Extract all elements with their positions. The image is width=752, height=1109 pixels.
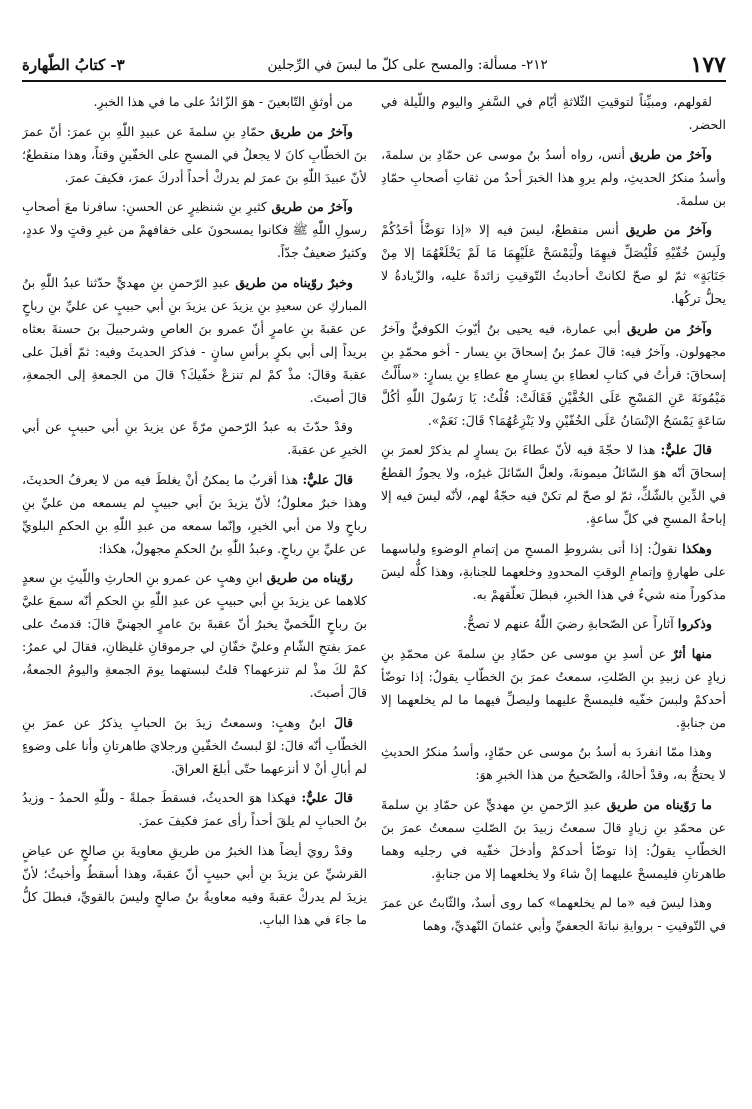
paragraph-lead: وآخرُ من طريق [625, 222, 712, 237]
paragraph [381, 218, 726, 310]
paragraph-lead: وآخرُ من طريق [271, 199, 353, 214]
paragraph-text: ابنُ وهبٍ: وسمعتُ زيدَ بنَ الحبابِ يذكرُ عن عمرَ بنِ الخطّابِ أنّه قالَ: لوْ لبستُ الخفّينِ ورجلايَ طاهرتانِ وأنا على وضوءٍ لم أبالِ أنْ لا أنزعهما حتّى أبلغَ العراقَ. [22, 714, 367, 776]
paragraph-text: كثيرِ بنِ شنظيرٍ عن الحسنِ: سافرنا معَ أصحابِ رسولِ اللّٰهِ ﷺ فكانوا يمسحونَ على خفافهمْ من غيرِ وقتٍ ولا عددٍ، وكثيرٌ ضعيفٌ جدّاً. [22, 199, 367, 260]
paragraph [381, 793, 726, 885]
paragraph-text: ابنِ وهبٍ عن عمرو بنِ الحارثِ واللّيثِ بنِ سعدٍ كلاهما عن يزيدَ بنِ أبي حبيبٍ عن عبدِ اللّٰهِ بنِ الحكمِ أنّه سمعَ عليَّ بنَ رباحٍ اللّخميَّ يخبرُ أنّ عقبةَ بنَ عامرٍ الجهنيَّ قالَ: قدمتُ على عمرَ بفتحِ الشّامِ وعليَّ خفّانِ لي جرموقانِ غليظانِ، فقالَ لي عمرُ: كمْ لكَ مذْ لم تنزعهما؟ قلتُ لبستهما يومَ الجمعةِ واليومُ الجمعةُ، قالَ أصبتَ. [22, 570, 367, 700]
paragraph-text: وهذا ممّا انفردَ به أسدُ بنُ موسى عن حمّادٍ، وأسدُ منكرُ الحديثِ لا يحتجُّ به، وقدْ أحالهُ، والصّحيحُ من هذا الخبرِ هوَ: [381, 744, 726, 782]
paragraph-text: حمّادِ بنِ سلمةَ عن عبيدِ اللّٰهِ بنِ عمرَ: أنّ عمرَ بنَ الخطّابِ كانَ لا يجعلُ في المسحِ على الخفّينِ وقتاً، وهذا منقطعٌ؛ لأنّ عبيدَ اللّٰهِ بنَ عمرَ لم يدركْ أحداً أدركَ عمرَ، فكيفَ عمرَ. [22, 123, 367, 185]
paragraph [381, 143, 726, 212]
paragraph-lead: ما رَوّيناه من طريق [606, 796, 712, 812]
page-header [22, 50, 726, 82]
paragraph-lead: قالَ عليٌّ: [660, 442, 712, 457]
paragraph-lead: منها أثرٌ [671, 645, 712, 661]
paragraph-lead: روّيناه من طريق [266, 570, 353, 585]
paragraph-text: أنس منقطعٌ، ليسَ فيه إلا «إذا توَضَّأَ أحَدُكُمْ ولَبِسَ خُفّيْهِ فَلْيُصَلِّ فيهِمَا ولْيَمْسَحْ عَلَيْهِمَا مَا لَمْ يَخْلَعْهُمَا إلا مِنْ جَنَابَةٍ» ثمّ لو صحّ لكانتْ أحاديثُ التّوقيتِ زائدةً عليه، والزّيادةُ لا يحلُّ تركُها. [381, 222, 726, 306]
paragraph-lead: وآخرُ من طريق [270, 123, 353, 139]
paragraph-text: هذا أقربُ ما يمكنُ أنْ يغلطَ فيه من لا يعرفُ الحديثَ، وهذا خبرٌ معلولٌ؛ لأنّ يزيدَ بنَ أبي حبيبٍ لم يسمعه من عليِّ بنِ رباحٍ ولا من أبي الخيرِ، وإنّما سمعه من عبدِ اللّٰهِ بنِ الحكمِ البلويِّ عن عليِّ بنِ رباحٍ. وعبدُ اللّٰهِ بنُ الحكمِ مجهولٌ، هكذا: [22, 471, 367, 556]
paragraph [22, 120, 367, 189]
paragraph [22, 271, 367, 409]
paragraph [381, 612, 726, 635]
paragraph-text: عبدِ الرّحمنِ بنِ مهديٍّ عن حمّادِ بنِ سلمةَ عن محمّدِ بنِ زيادٍ قالَ سمعتُ زبيدَ بنَ الصّلتِ سمعتُ عمرَ بنَ الخطّابِ يقولُ: إذا توضّأ أحدكمْ وأدخلَ خفّيه في رجليه وهما طاهرتانِ فليمسحْ عليهما إنْ شاءَ ولا يخلعهما إلا من جنابةٍ. [381, 796, 726, 881]
paragraph-text: أبي عمارة، فيه يحيى بنُ أيّوبَ الكوفيُّ وآخرُ مجهولون. وآخرُ فيه: قالَ عمرُ بنُ إسحاقَ بنِ يسار - أخو محمّدِ بنِ إسحاقَ: قرأتُ في كتابِ لعطاءِ بنِ يسارٍ مع عطاءِ بنِ يسارٍ: «سأَلْتُ مَيْمُونَةَ عَنِ المَسْحِ عَلَى الخُفَّيْنِ فَقَالَتْ: قُلْتُ: يَا رَسُولَ اللّٰهِ أكُلَّ سَاعَةٍ يَمْسَحُ الإنْسَانُ عَلَى الخُفّيْنِ ولا يَنْزِعُهُمَا؟ قَالَ: نَعَمْ». [381, 320, 726, 428]
page-number: ١٧٧ [690, 52, 726, 78]
right-column [381, 90, 726, 1095]
left-column [22, 90, 367, 1095]
paragraph-text: أنس، رواه أسدُ بنُ موسى عن حمّادِ بن سلمةَ، وأسدُ منكرُ الحديثِ، ولم يروِ هذا الخبرَ أحدٌ من ثقاتِ أصحابِ حمّادِ بن سلمةَ. [381, 146, 726, 208]
paragraph [22, 786, 367, 832]
paragraph-text: فهكذا هوَ الحديثُ، فسقطَ جملةً - وللّٰهِ الحمدُ - وزيدُ بنُ الحبابِ لم يلقَ أحداً رأى عمرَ فكيفَ عمرَ. [22, 790, 367, 828]
paragraph-lead: وآخرُ من طريق [629, 146, 712, 162]
paragraph-text: وهذا ليسَ فيه «ما لم يخلعهما» كما روى أسدٌ، والثّابتُ عن عمرَ في التّوقيتِ - بروايةِ نباتةَ الجعفيِّ وأبي عثمانَ النّهديِّ، وهما [381, 895, 726, 933]
paragraph [22, 468, 367, 560]
paragraph-text: آثاراً عن الصّحابةِ رضيَ اللّٰهُ عنهم لا تصحُّ. [462, 616, 674, 631]
book-title: ٣- كتابُ الطّهارة [22, 56, 125, 74]
paragraph [22, 415, 367, 461]
paragraph-text: هذا لا حجّةَ فيه لأنّ عطاءَ بنَ يسارٍ لم يذكرْ لعمرَ بنِ إسحاقَ أنّه هوَ السّائلُ ميمونةَ، ولعلَّ السّائلَ غيرُه، ولا يجوزُ القطعُ في الدِّينِ بالشّكِّ، ثمّ لو صحّ لم تكنْ فيه حجّةٌ لهم، لأنّه ليسَ فيه إلا إباحةُ المسحِ في كلِّ ساعةٍ. [381, 442, 726, 526]
paragraph [381, 537, 726, 606]
running-title: ٢١٢- مسألة: والمسح على كلّ ما لبسَ في الرِّجلين [267, 57, 548, 73]
paragraph-text: نقولُ: إذا أتى بشروطِ المسحِ من إتمامِ الوضوءِ ولباسهما على طهارةٍ وإتمامِ الوقتِ المحدودِ وخلعهما للجنابةِ، وهذا كلُّه ليسَ مذكوراً منه شيءٌ في هذا الخبرِ، فبطلَ تعلّقهمْ به. [381, 540, 726, 602]
paragraph-lead: وذكروا [677, 616, 712, 631]
paragraph [381, 740, 726, 786]
paragraph-lead: قالَ عليٌّ: [301, 790, 353, 805]
paragraph-lead: قالَ [333, 714, 353, 730]
paragraph [381, 438, 726, 530]
paragraph-text: من أوثقِ التّابعينَ - هوَ الزّائدُ على ما في هذا الخبرِ. [93, 94, 353, 109]
paragraph-text: عن أسدِ بنِ موسى عن حمّادِ بنِ سلمةَ عن محمّدِ بنِ زيادٍ عن زبيدِ بنِ الصّلتِ، سمعتُ عمرَ بنَ الخطّابِ يقولُ: إذا توضّأ أحدكمْ ولبسَ خفّيه فليمسحْ عليهما وليصلِّ فيهما ما لم يخلعهما إلا من جنابةٍ. [381, 645, 726, 730]
text-columns [22, 90, 726, 1095]
paragraph-text: عبدِ الرّحمنِ بنِ مهديٍّ حدّثنا عبدُ اللّٰهِ بنُ المباركِ عن سعيدِ بنِ يزيدَ عن يزيدَ بنِ أبي حبيبٍ عن عليِّ بنِ رباحٍ عن عقبةَ بنِ عامرٍ أنّ عمرو بنَ العاصِ وشرحبيلَ بنَ حسنةَ بعثاه بريداً إلى أبي بكرٍ برأسِ سانٍ - فذكرَ الحديثَ وفيه: ثمّ أقبلَ على عقبةَ وقالَ: مذْ كمْ لم تنزعْ خفّيكَ؟ قالَ من الجمعةِ إلى الجمعةِ، قالَ أصبتَ. [22, 274, 367, 405]
paragraph [381, 317, 726, 432]
paragraph-lead: وآخرُ من طريق [626, 320, 712, 336]
paragraph [381, 90, 726, 136]
paragraph-lead: وخبرٌ روّيناه من طريق [235, 274, 353, 290]
paragraph [381, 642, 726, 734]
paragraph-text: لقولهم، ومبيِّناً لتوقيتِ الثّلاثةِ أيّام في السَّفرِ واليوم واللّيلة في الحضر. [381, 94, 726, 132]
paragraph-text: وقدْ حدّثَ به عبدُ الرّحمنِ مرّةً عن يزيدَ بنِ أبي حبيبٍ عن أبي الخيرِ عن عقبةَ. [22, 419, 367, 457]
paragraph [22, 90, 367, 113]
paragraph [22, 839, 367, 931]
paragraph [22, 711, 367, 780]
paragraph-text: وقدْ رويَ أيضاً هذا الخبرُ من طريقِ معاويةَ بنِ صالحٍ عن عياضٍ القرشيِّ عن يزيدَ بنِ أبي حبيبٍ أنّ عقبةَ، وهذا أسقطُ وأخبثُ؛ لأنّ يزيدَ لم يدركْ عقبةَ وفيه معاويةُ بنُ صالحٍ وليسَ بالقويِّ، فبطلَ كلُّ ما جاءَ في هذا البابِ. [22, 842, 367, 927]
paragraph-lead: وهكذا [682, 540, 712, 556]
paragraph [22, 195, 367, 264]
paragraph [22, 566, 367, 704]
paragraph [381, 891, 726, 937]
paragraph-lead: قالَ عليٌّ: [302, 471, 353, 487]
